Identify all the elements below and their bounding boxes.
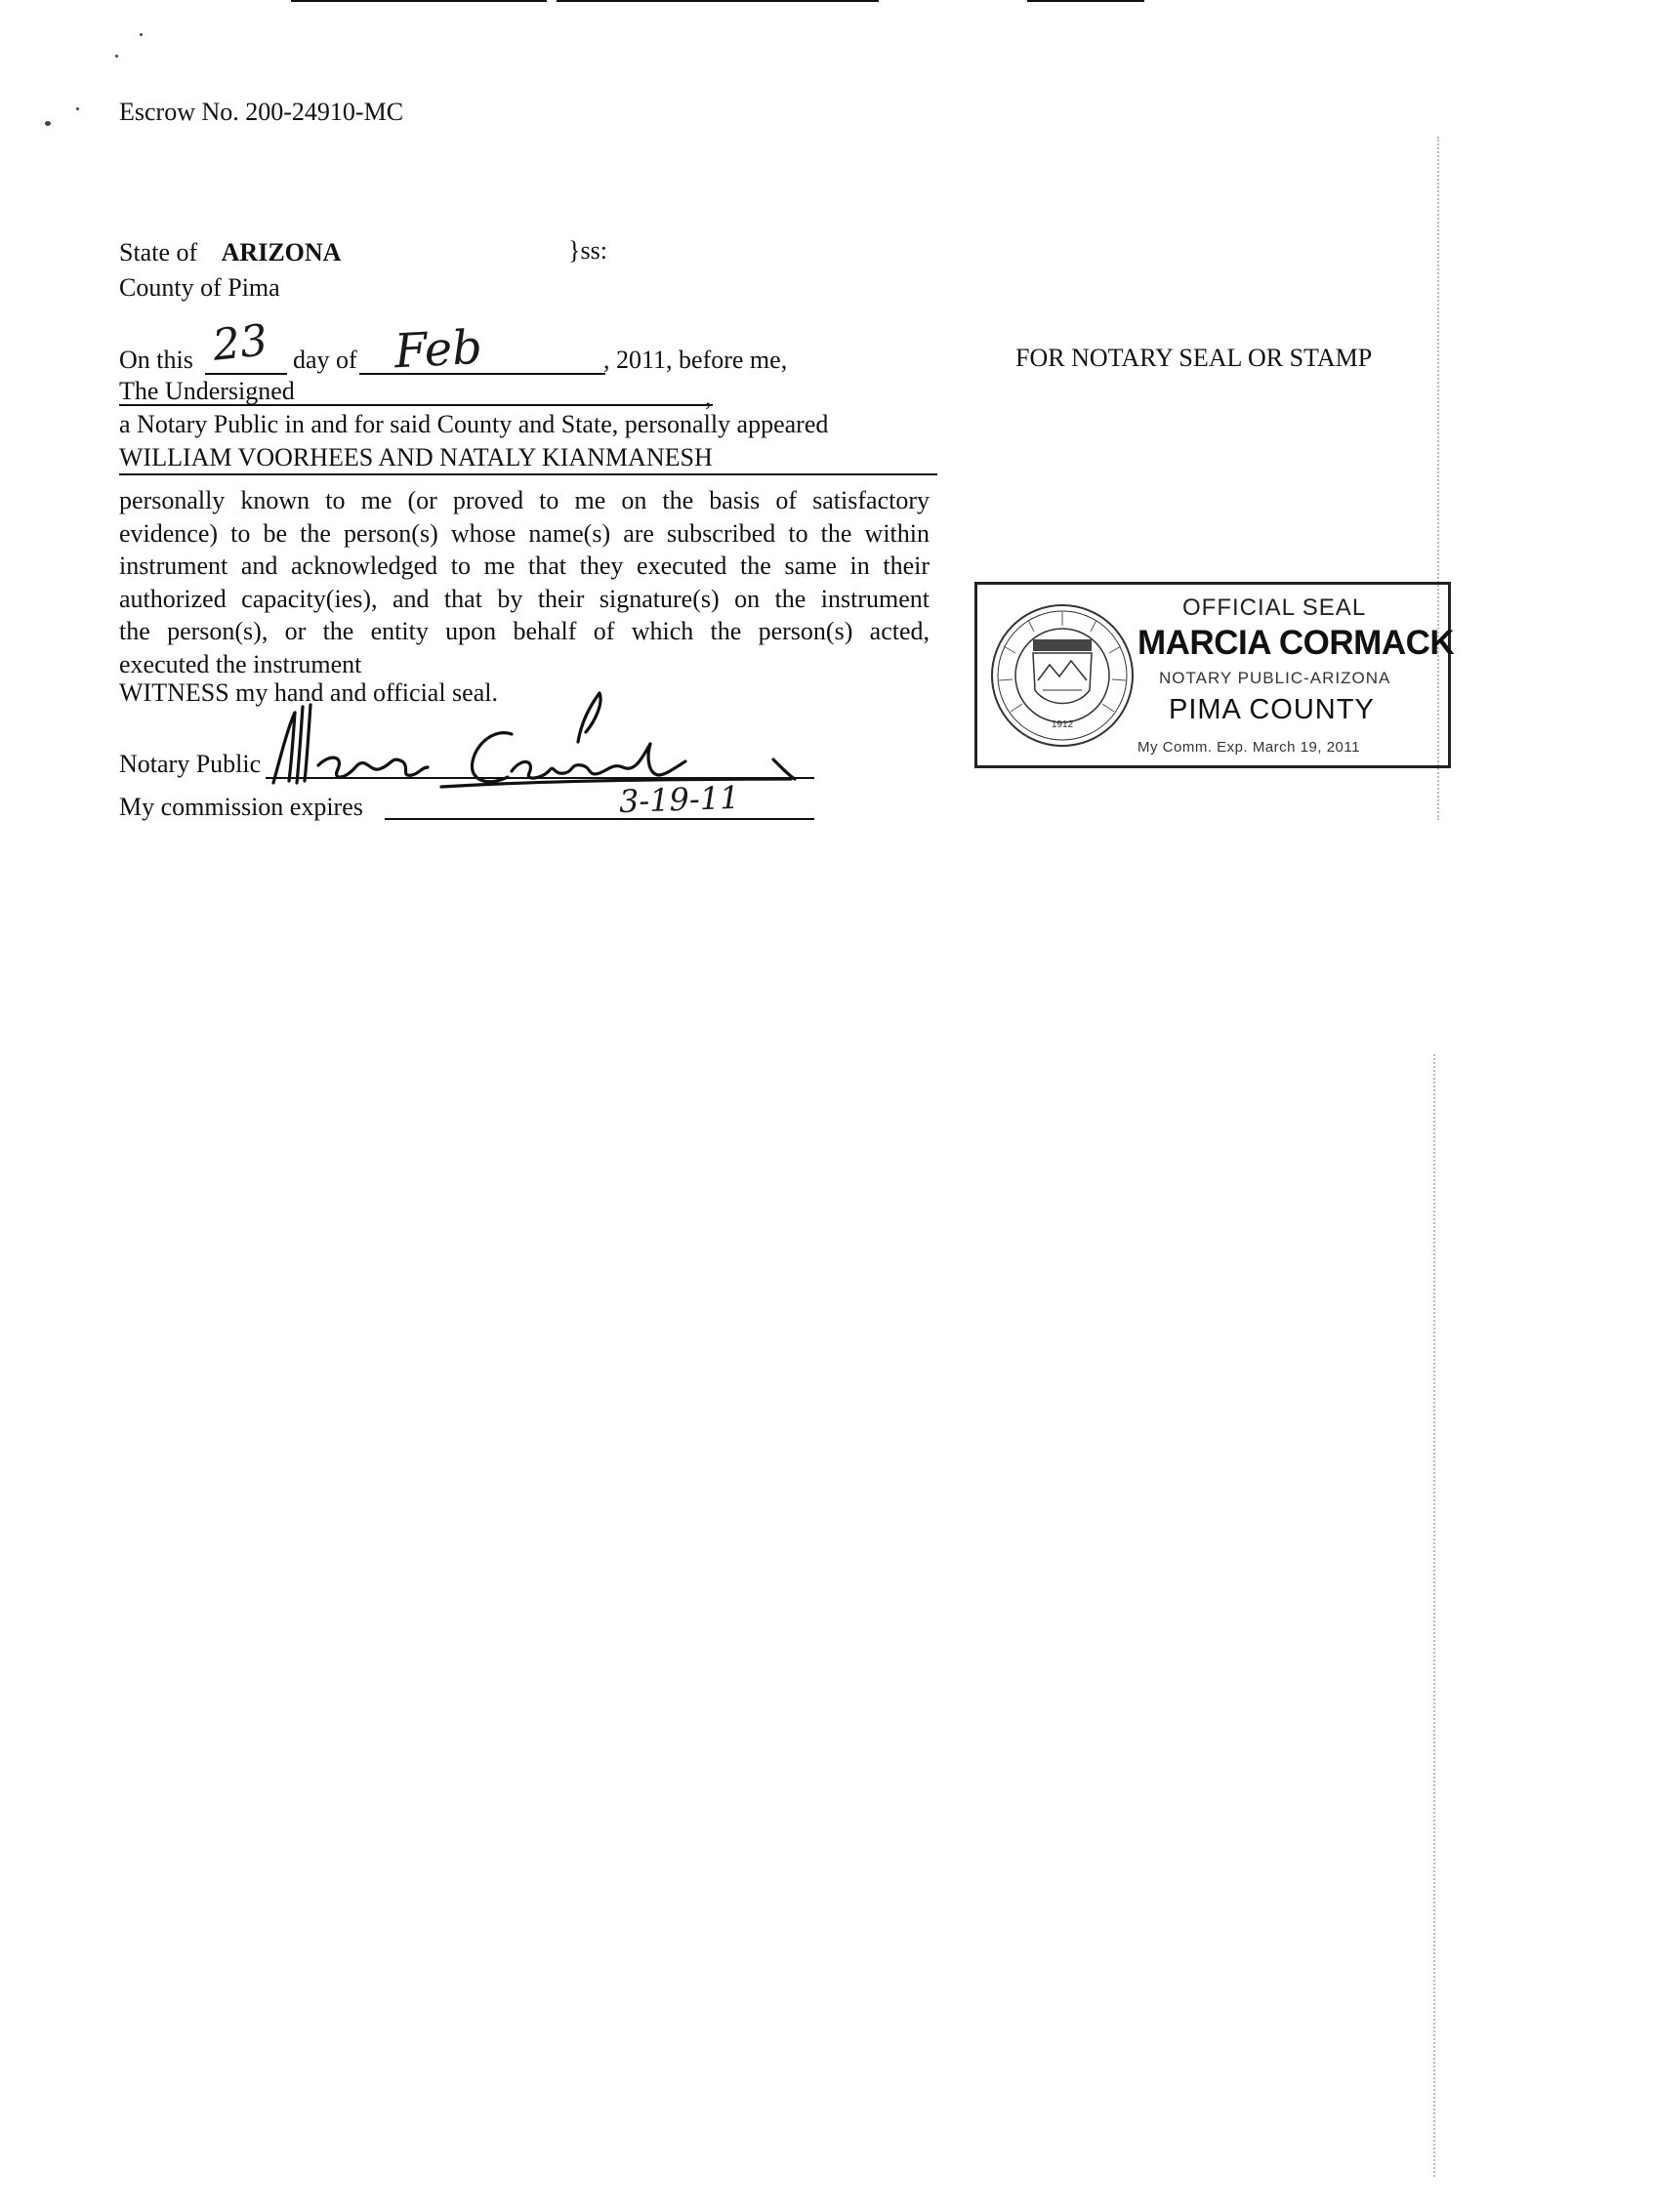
seal-area-label: FOR NOTARY SEAL OR STAMP (1015, 344, 1373, 372)
body-line: personally known to me (or proved to me on the basis of satisfactory (119, 486, 930, 514)
on-this-label: On this (119, 346, 193, 374)
escrow-number: 200-24910-MC (245, 98, 404, 126)
officer-name: The Undersigned (119, 377, 295, 405)
notary-stamp (974, 582, 1455, 768)
top-rule-3 (1027, 0, 1144, 2)
stamp-line-notary-public: NOTARY PUBLIC-ARIZONA (1159, 669, 1391, 687)
acknowledgment-body (119, 484, 930, 680)
officer-suffix: , (705, 383, 712, 411)
stamp-line-name: MARCIA CORMACK (1137, 624, 1455, 662)
stamp-line-county: PIMA COUNTY (1169, 694, 1375, 725)
body-line: authorized capacity(ies), and that by their signature(s) on the instrument (119, 584, 930, 613)
year-before-me: , 2011, before me, (603, 346, 788, 374)
ss-mark: }ss: (568, 236, 607, 265)
state-label: State of (119, 238, 198, 266)
escrow-line (119, 98, 403, 127)
scan-speck (76, 107, 79, 110)
notary-public-label: Notary Public (119, 750, 262, 778)
commission-handwritten: 3-19-11 (618, 778, 741, 821)
top-rule-1 (291, 0, 547, 2)
appeared-names: WILLIAM VOORHEES AND NATALY KIANMANESH (119, 443, 713, 471)
top-rule-2 (557, 0, 879, 2)
body-line: instrument and acknowledged to me that they executed the same in their (119, 552, 930, 580)
day-blank-line (205, 373, 287, 375)
day-handwritten: 23 (210, 315, 270, 371)
month-handwritten: Feb (393, 319, 484, 380)
body-line: executed the instrument (119, 649, 362, 678)
seal-year: 1912 (1051, 719, 1074, 730)
county-line (119, 273, 280, 303)
scan-edge-dots (1433, 1054, 1435, 2177)
stamp-line-official-seal: OFFICIAL SEAL (1182, 594, 1367, 621)
scan-speck (115, 55, 118, 58)
day-of-label: day of (293, 346, 357, 374)
names-line (119, 473, 937, 475)
commission-line (385, 818, 814, 820)
stamp-line-expiration: My Comm. Exp. March 19, 2011 (1137, 739, 1360, 756)
arizona-state-seal (989, 602, 1136, 749)
scan-speck (140, 33, 143, 36)
body-line: the person(s), or the entity upon behalf of which the person(s) acted, (119, 617, 930, 645)
body-line: evidence) to be the person(s) whose name(s) are subscribed to the within (119, 518, 930, 548)
county-label: County of (119, 273, 222, 302)
witness-line: WITNESS my hand and official seal. (119, 678, 498, 707)
scan-speck (45, 121, 51, 126)
escrow-label: Escrow No. (119, 98, 239, 126)
state-line (119, 238, 341, 267)
notary-appeared-line: a Notary Public in and for said County and State, personally appeared (119, 410, 829, 438)
state-name: ARIZONA (221, 238, 342, 266)
county-name: Pima (227, 273, 280, 302)
officer-line (119, 404, 713, 406)
commission-label: My commission expires (119, 793, 363, 821)
